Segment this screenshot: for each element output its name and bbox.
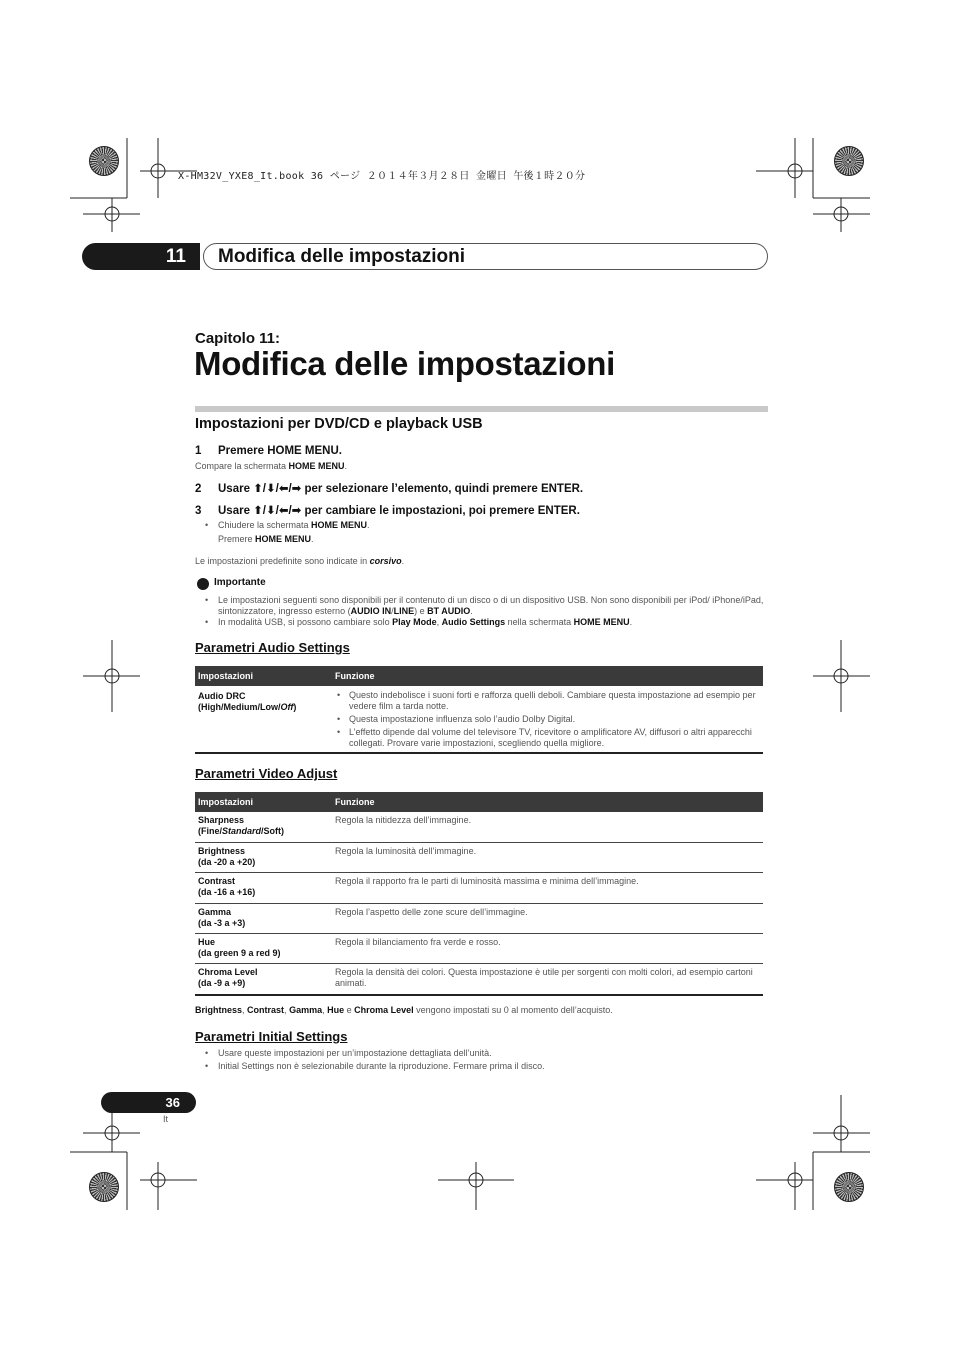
audio-settings-table [195, 666, 763, 754]
table-row: Audio DRC (High/Medium/Low/Off) • Questo indebolisce i suoni forti e rafforza quelli deboli. Cambiare questa impostazione ad esempio per vedere film a tarda notte. • Questa impostazione influenza solo l’audio Dolby Digital. • L’effetto dipende dal volume del televisore TV, ricevitore o amplificatore AV, diffusori o altri apparecchi collegati. Provare varie impostazioni, scegliendo quella migliore. [195, 686, 763, 754]
table-row: Chroma Level (da -9 a +9) Regola la densità dei colori. Questa impostazione è utile per sorgenti con molti colori, ad esempio cartoni animati. [195, 964, 763, 996]
video-adjust-table [195, 792, 763, 996]
page-title: Modifica delle impostazioni [194, 345, 615, 382]
important-bullet-2: • In modalità USB, si possono cambiare solo Play Mode, Audio Settings nella schermata HOME MENU. [205, 617, 633, 627]
section-divider [195, 406, 768, 412]
important-icon [197, 578, 209, 590]
table-header: Impostazioni Funzione [195, 666, 763, 686]
step-text: Usare ⬆/⬇/⬅/➡ per cambiare le impostazioni, poi premere ENTER. [218, 505, 580, 517]
table-header: Impostazioni Funzione [195, 792, 763, 812]
list-item: • Questo indebolisce i suoni forti e rafforza quelli deboli. Cambiare questa impostazione ad esempio per vedere film a tarda notte. [335, 690, 760, 712]
initial-bullet-2: • Initial Settings non è selezionabile durante la riproduzione. Fermare prima il disco. [205, 1061, 545, 1071]
step-number: 2 [195, 483, 202, 495]
page-language: It [163, 1114, 169, 1124]
video-adjust-heading: Parametri Video Adjust [195, 766, 338, 781]
step-2 [195, 481, 583, 495]
table-row: Gamma (da -3 a +3) Regola l’aspetto delle zone scure dell’immagine. [195, 904, 763, 934]
table-row: Hue (da green 9 a red 9) Regola il bilanciamento fra verde e rosso. [195, 934, 763, 964]
step-text: Premere HOME MENU. [218, 445, 342, 457]
table-row: Sharpness (Fine/Standard/Soft) Regola la nitidezza dell’immagine. [195, 812, 763, 843]
step-text: Usare ⬆/⬇/⬅/➡ per selezionare l’elemento, quindi premere ENTER. [218, 483, 584, 495]
step-number: 3 [195, 505, 202, 517]
page-number: 36 [101, 1092, 196, 1113]
step-3-bullet: • Chiudere la schermata HOME MENU. Premere HOME MENU. [205, 520, 370, 544]
chapter-title-bar: Modifica delle impostazioni [203, 243, 768, 270]
initial-settings-heading: Parametri Initial Settings [195, 1029, 348, 1044]
audio-settings-heading: Parametri Audio Settings [195, 640, 350, 655]
print-header: X-HM32V_YXE8_It.book 36 ページ ２０１４年３月２８日 金曜日 午後１時２０分 [178, 171, 586, 182]
step-number: 1 [195, 445, 202, 457]
step-1 [195, 445, 342, 457]
section-heading: Impostazioni per DVD/CD e playback USB [195, 416, 483, 432]
list-item: • L’effetto dipende dal volume del televisore TV, ricevitore o amplificatore AV, diffusori o altri apparecchi collegati. Provare varie impostazioni, scegliendo quella migliore. [335, 727, 760, 749]
chapter-label: Capitolo 11: [195, 330, 281, 347]
chapter-number-tab: 11 [82, 243, 200, 270]
table-row: Brightness (da -20 a +20) Regola la luminosità dell’immagine. [195, 843, 763, 873]
important-bullet-1: • Le impostazioni seguenti sono disponibili per il contenuto di un disco o di un dispositivo USB. Non sono disponibili per iPod/ iPhone/iPad, sintonizzatore, ingresso esterno (AUDIO IN/LINE) e BT AUDIO. [205, 595, 764, 616]
table-row: Contrast (da -16 a +16) Regola il rapporto fra le parti di luminosità massima e minima dell’immagine. [195, 873, 763, 904]
step-1-note: Compare la schermata HOME MENU. [195, 461, 348, 471]
list-item: • Questa impostazione influenza solo l’audio Dolby Digital. [335, 714, 760, 725]
default-note: Le impostazioni predefinite sono indicate in corsivo. [195, 556, 405, 566]
video-defaults-note: Brightness, Contrast, Gamma, Hue e Chroma Level vengono impostati su 0 al momento dell’acquisto. [195, 1005, 613, 1015]
initial-bullet-1: • Usare queste impostazioni per un’impostazione dettagliata dell’unità. [205, 1048, 492, 1058]
step-3 [195, 503, 580, 517]
important-label: Importante [214, 577, 266, 588]
